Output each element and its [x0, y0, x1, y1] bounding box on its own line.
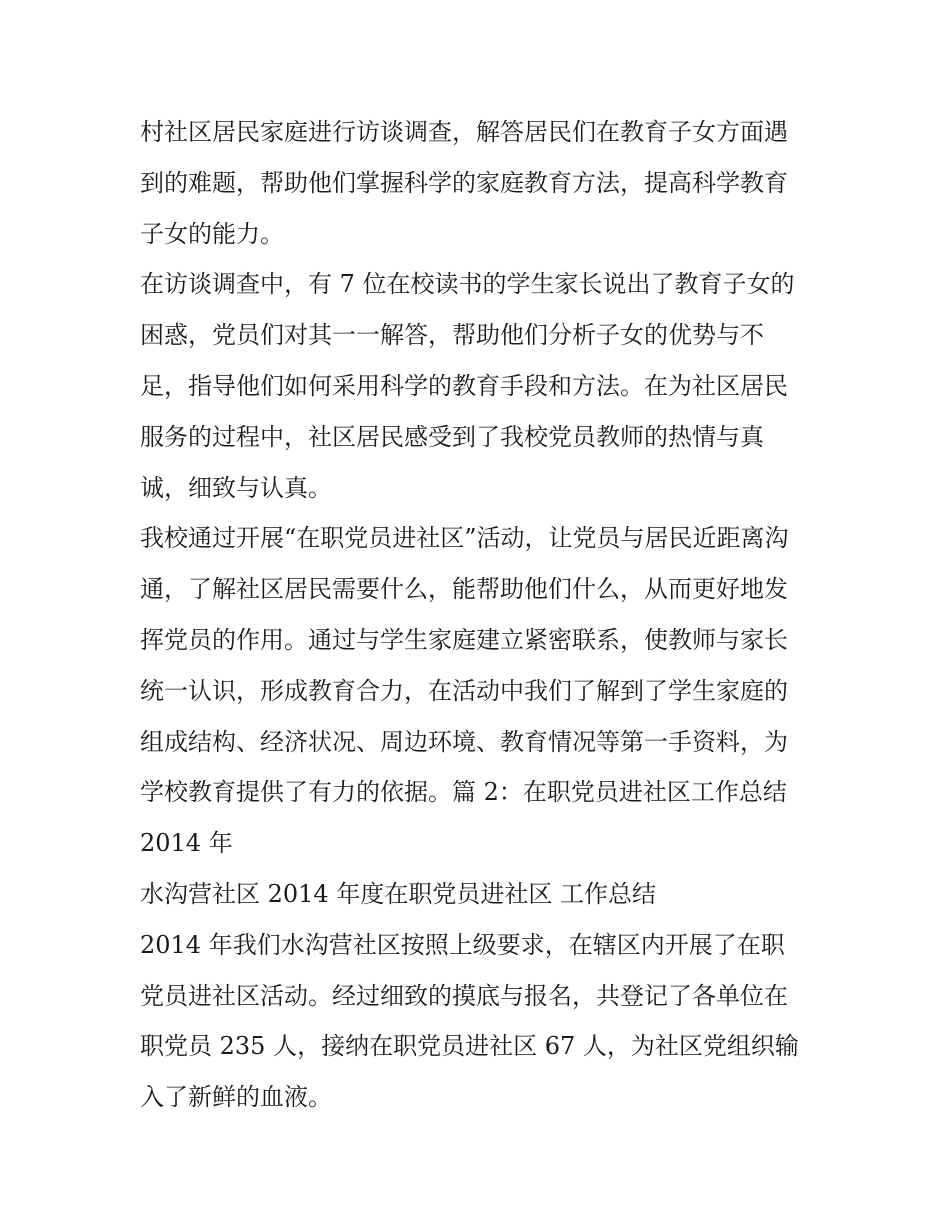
text-line: 职党员 235 人，接纳在职党员进社区 67 人，为社区党组织输 [140, 1032, 799, 1061]
text-line: 在访谈调查中，有 7 位在校读书的学生家长说出了教育子女的 [140, 270, 795, 299]
text-line: 统一认识，形成教育合力，在活动中我们了解到了学生家庭的 [140, 676, 788, 705]
text-line: 2014 年我们水沟营社区按照上级要求，在辖区内开展了在职 [140, 930, 785, 959]
text-line: 我校通过开展“在职党员进社区”活动，让党员与居民近距离沟 [140, 524, 789, 553]
text-line: 学校教育提供了有力的依据。篇 2：在职党员进社区工作总结 [140, 778, 787, 807]
text-line: 服务的过程中，社区居民感受到了我校党员教师的热情与真 [140, 422, 764, 451]
text-line: 到的难题，帮助他们掌握科学的家庭教育方法，提高科学教育 [140, 168, 788, 197]
text-line: 挥党员的作用。通过与学生家庭建立紧密联系，使教师与家长 [140, 625, 788, 654]
text-line: 2014 年 [140, 829, 233, 858]
text-line: 入了新鲜的血液。 [140, 1083, 332, 1112]
text-line: 水沟营社区 2014 年度在职党员进社区 工作总结 [140, 879, 656, 908]
text-line: 村社区居民家庭进行访谈调查，解答居民们在教育子女方面遇 [140, 118, 788, 146]
text-line: 组成结构、经济状况、周边环境、教育情况等第一手资料，为 [140, 727, 788, 756]
text-line: 子女的能力。 [140, 219, 284, 248]
text-line: 通，了解社区居民需要什么，能帮助他们什么，从而更好地发 [140, 575, 788, 604]
document-page [140, 107, 820, 1123]
text-line: 诚，细致与认真。 [140, 473, 332, 502]
text-line: 足，指导他们如何采用科学的教育手段和方法。在为社区居民 [140, 371, 788, 400]
text-line: 困惑，党员们对其一一解答，帮助他们分析子女的优势与不 [140, 321, 764, 350]
text-line: 党员进社区活动。经过细致的摸底与报名，共登记了各单位在 [140, 981, 788, 1010]
